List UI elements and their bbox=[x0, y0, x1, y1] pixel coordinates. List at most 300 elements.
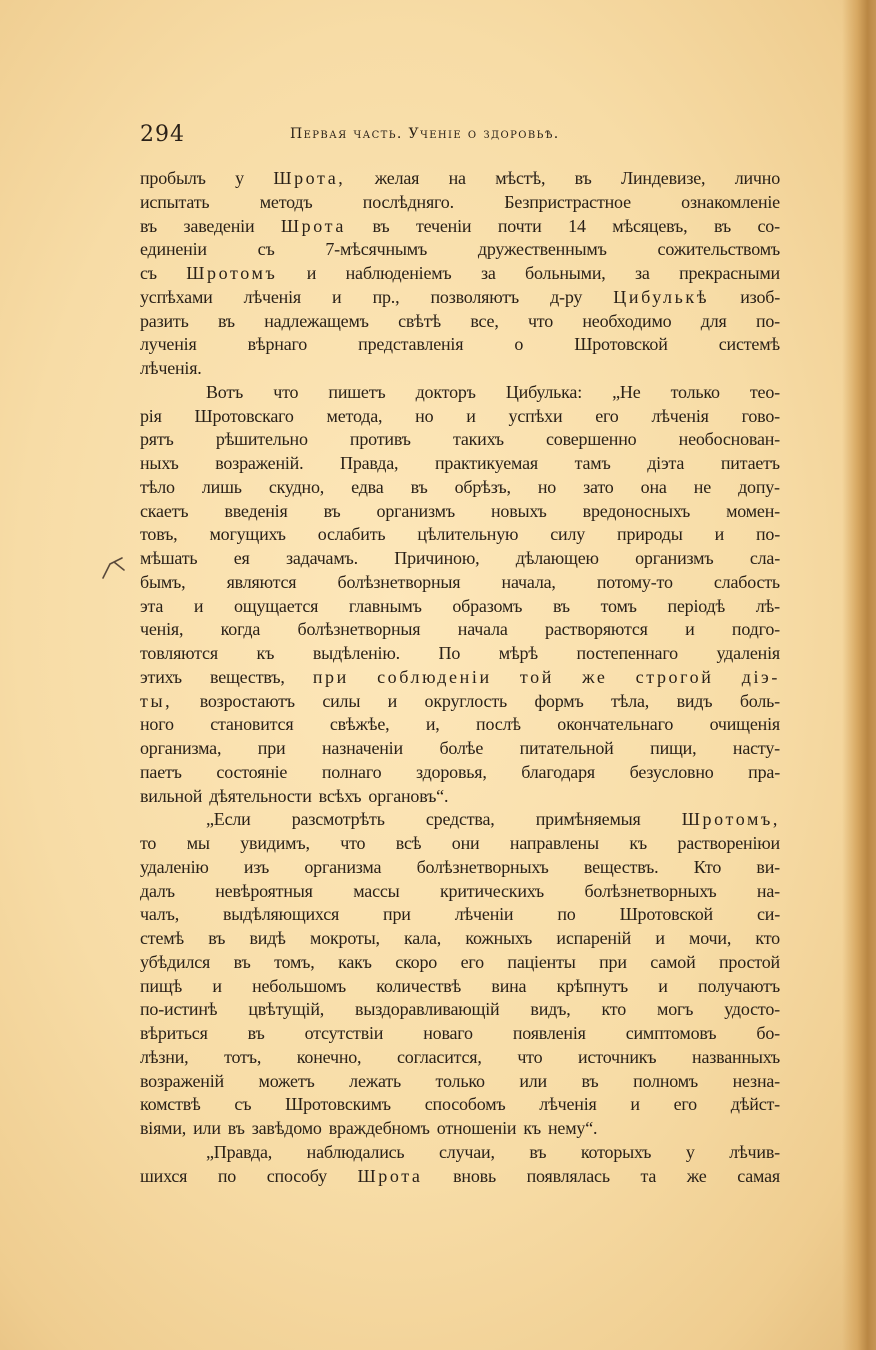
word: чалъ, bbox=[140, 904, 179, 925]
word: видъ, bbox=[530, 999, 571, 1020]
word: Кто bbox=[693, 856, 722, 877]
word: послѣдняго. bbox=[362, 191, 454, 212]
word: которыхъ bbox=[580, 1141, 652, 1162]
word: болѣзнетворныя bbox=[297, 619, 421, 640]
word: испытать bbox=[140, 191, 210, 212]
word: лично bbox=[734, 168, 780, 188]
word: мочи, bbox=[689, 928, 732, 948]
word: что bbox=[517, 1046, 543, 1067]
word: послѣ bbox=[476, 714, 521, 735]
word: завѣдомо bbox=[251, 1118, 322, 1138]
word: ознакомленіе bbox=[681, 191, 780, 212]
word: Цибулькѣ bbox=[613, 286, 710, 307]
word: допу- bbox=[738, 476, 780, 497]
word: мѣрѣ bbox=[498, 643, 538, 663]
word: способомъ bbox=[424, 1094, 506, 1115]
word: свѣтѣ bbox=[398, 310, 441, 331]
word: лѣченія bbox=[243, 286, 301, 307]
word: далъ bbox=[140, 880, 175, 901]
word: только bbox=[435, 1070, 485, 1091]
word: веществъ. bbox=[583, 856, 659, 877]
text-line bbox=[140, 856, 780, 880]
word: ослабить bbox=[317, 524, 386, 545]
word: докторъ bbox=[415, 381, 476, 402]
word: введенія bbox=[224, 500, 288, 521]
word: сла- bbox=[749, 548, 780, 568]
word: эта bbox=[140, 595, 164, 616]
word: выдѣленію. bbox=[312, 643, 400, 663]
page-number: 294 bbox=[140, 122, 185, 147]
word: и bbox=[658, 975, 668, 996]
word: желая bbox=[374, 168, 420, 188]
word: къ bbox=[256, 643, 275, 663]
word: въ bbox=[323, 500, 341, 521]
word: стемѣ bbox=[140, 928, 185, 948]
word: си- bbox=[756, 904, 780, 925]
word: единеніи bbox=[140, 239, 207, 260]
word: организма, bbox=[140, 738, 222, 758]
word: отсутствіи bbox=[304, 1023, 384, 1043]
word: боль- bbox=[739, 690, 780, 711]
word: противъ bbox=[349, 429, 411, 450]
word: сожительствомъ bbox=[657, 239, 780, 260]
word: кто bbox=[601, 999, 627, 1020]
word: у bbox=[235, 168, 244, 188]
word: кожныхъ bbox=[465, 928, 533, 948]
word: названныхъ bbox=[692, 1046, 780, 1067]
word: ты, bbox=[140, 690, 173, 711]
word: лѣченія bbox=[651, 405, 709, 426]
word: цѣлительную bbox=[417, 524, 519, 545]
word: начала, bbox=[501, 571, 556, 592]
word: діэта bbox=[647, 453, 685, 473]
word: необоснован- bbox=[678, 429, 780, 450]
text-line bbox=[140, 998, 780, 1022]
text-line bbox=[140, 737, 780, 761]
running-head: Первая часть. Ученіе о здоровьѣ. bbox=[290, 126, 560, 142]
word: въ bbox=[552, 595, 570, 616]
word: что bbox=[340, 833, 366, 853]
word: бо- bbox=[756, 1023, 780, 1043]
word: питательной bbox=[519, 738, 614, 758]
text-line bbox=[140, 927, 780, 951]
word: его bbox=[673, 1094, 697, 1115]
text-line bbox=[140, 1165, 780, 1189]
word: скоро bbox=[395, 951, 438, 972]
word: о bbox=[514, 334, 524, 355]
word: Причиною, bbox=[394, 548, 480, 568]
word: нему“. bbox=[547, 1118, 598, 1138]
text-line bbox=[140, 761, 780, 785]
word: можетъ bbox=[258, 1070, 315, 1091]
word: и bbox=[655, 928, 665, 948]
word: рѣшительно bbox=[215, 429, 308, 450]
word: или bbox=[193, 1118, 221, 1138]
word: Безпристрастное bbox=[504, 191, 631, 212]
text-line bbox=[140, 785, 780, 809]
word: заведеніи bbox=[183, 215, 255, 236]
word: становится bbox=[210, 714, 294, 735]
word: паетъ bbox=[140, 761, 182, 782]
word: вредоносныхъ bbox=[582, 500, 691, 521]
word: всѣхъ bbox=[318, 785, 362, 806]
word: въ bbox=[372, 215, 390, 236]
word: и, bbox=[425, 714, 440, 735]
word: 14 bbox=[568, 215, 586, 236]
word: у bbox=[685, 1141, 695, 1162]
word: новаго bbox=[423, 1023, 473, 1043]
word: невѣроятныя bbox=[215, 880, 313, 901]
word: пробылъ bbox=[140, 168, 206, 188]
word: необходимо bbox=[582, 310, 672, 331]
text-line bbox=[140, 666, 780, 690]
word: въ bbox=[713, 215, 731, 236]
word: испареній bbox=[556, 928, 632, 948]
word: со- bbox=[757, 215, 780, 236]
word: наблюденіемъ bbox=[345, 263, 452, 283]
word: пишетъ bbox=[328, 381, 386, 402]
word: вѣрнаго bbox=[247, 334, 308, 355]
word: успѣхи bbox=[508, 405, 563, 426]
word: раствореніюи bbox=[677, 833, 780, 853]
word: но bbox=[415, 405, 434, 426]
word: не bbox=[693, 476, 711, 497]
word: къ bbox=[629, 833, 647, 853]
text-line bbox=[140, 808, 780, 832]
word: потому-то bbox=[596, 571, 673, 592]
word: ощущается bbox=[233, 595, 319, 616]
word: по bbox=[557, 904, 576, 925]
word: насту- bbox=[732, 738, 780, 758]
word: болѣзнетворныхъ bbox=[584, 880, 717, 901]
text-line bbox=[140, 500, 780, 524]
word: его bbox=[595, 405, 619, 426]
page-header bbox=[140, 122, 780, 152]
word: задачамъ. bbox=[285, 548, 358, 568]
word: по-истинѣ bbox=[140, 999, 218, 1020]
word: выздоравливающій bbox=[355, 999, 500, 1020]
word: для bbox=[700, 310, 727, 331]
word: и bbox=[466, 405, 476, 426]
word: изоб- bbox=[740, 286, 780, 307]
word: „Не bbox=[612, 381, 641, 402]
word: слабость bbox=[713, 571, 780, 592]
word: такихъ bbox=[452, 429, 504, 450]
word: ви- bbox=[756, 856, 780, 877]
word: пр., bbox=[372, 286, 400, 307]
word: системѣ bbox=[718, 334, 780, 355]
word: постепеннаго bbox=[576, 643, 678, 663]
word: они bbox=[451, 833, 480, 853]
word: товляются bbox=[140, 643, 218, 663]
word: Шротовскаго bbox=[194, 405, 294, 426]
word: и bbox=[193, 595, 204, 616]
word: рія bbox=[140, 405, 162, 426]
text-line bbox=[140, 1070, 780, 1094]
word: тотъ, bbox=[224, 1046, 262, 1067]
text-line bbox=[140, 523, 780, 547]
word: „Если bbox=[206, 809, 251, 830]
word: возростаютъ bbox=[199, 690, 295, 711]
word: враждебномъ bbox=[328, 1118, 430, 1138]
text-line bbox=[140, 191, 780, 215]
word: лѣзни, bbox=[140, 1046, 189, 1067]
word: діэ- bbox=[741, 666, 780, 687]
word: въ bbox=[410, 476, 428, 497]
word: кто bbox=[755, 928, 780, 948]
word: прекрасными bbox=[679, 263, 780, 283]
word: болѣе bbox=[439, 738, 484, 758]
word: состояніе bbox=[216, 761, 288, 782]
word: самой bbox=[650, 951, 696, 972]
word: что bbox=[527, 310, 554, 331]
word: организма bbox=[304, 856, 382, 877]
word: природы bbox=[617, 524, 683, 545]
word: полнаго bbox=[321, 761, 382, 782]
word: Шротовскимъ bbox=[285, 1094, 391, 1115]
word: той bbox=[519, 666, 554, 687]
word: къ bbox=[523, 1118, 541, 1138]
word: органовъ“. bbox=[368, 785, 449, 806]
word: увидимъ, bbox=[240, 833, 310, 853]
word: могъ bbox=[657, 999, 694, 1020]
text-line bbox=[140, 690, 780, 714]
word: въ bbox=[233, 951, 251, 972]
word: могущихъ bbox=[209, 524, 286, 545]
word: паціенты bbox=[507, 951, 576, 972]
word: совершенно bbox=[545, 429, 637, 450]
word: гово- bbox=[741, 405, 780, 426]
word: ея bbox=[233, 548, 250, 568]
word: успѣхами bbox=[140, 286, 213, 307]
word: скудно, bbox=[268, 476, 325, 497]
word: разсмотрѣть bbox=[291, 809, 385, 830]
word: въ bbox=[247, 1023, 265, 1043]
word: организмъ bbox=[635, 548, 714, 568]
word: подго- bbox=[731, 619, 780, 640]
word: всѣ bbox=[395, 833, 422, 853]
word: въ bbox=[217, 310, 235, 331]
word: благодаря bbox=[521, 761, 595, 782]
word: цвѣтущій, bbox=[248, 999, 325, 1020]
word: количествѣ bbox=[376, 975, 462, 996]
margin-pencil-mark bbox=[100, 556, 128, 580]
word: съ bbox=[140, 263, 157, 283]
word: же bbox=[582, 666, 608, 687]
word: на bbox=[448, 168, 466, 188]
word: мѣшать bbox=[140, 548, 198, 568]
word: при bbox=[383, 904, 411, 925]
word: по bbox=[217, 1165, 237, 1186]
text-line bbox=[140, 547, 780, 571]
word: что bbox=[273, 381, 299, 402]
word: возраженій. bbox=[215, 453, 304, 473]
word: силу bbox=[550, 524, 586, 545]
word: лѣчив- bbox=[729, 1141, 780, 1162]
word: простой bbox=[719, 951, 780, 972]
word: только bbox=[670, 381, 720, 402]
word: удаленія bbox=[716, 643, 780, 663]
word: то bbox=[140, 833, 157, 853]
word: силы bbox=[322, 690, 361, 711]
text-line bbox=[140, 903, 780, 927]
text-line bbox=[140, 310, 780, 334]
word: болѣзнетворныя bbox=[337, 571, 461, 592]
word: пищѣ bbox=[140, 975, 183, 996]
word: же bbox=[686, 1165, 707, 1186]
word: разить bbox=[140, 310, 189, 331]
text-line bbox=[140, 333, 780, 357]
word: назначеніи bbox=[321, 738, 403, 758]
word: теченіи bbox=[415, 215, 472, 236]
word: томъ bbox=[600, 595, 637, 616]
word: Цибулька: bbox=[505, 381, 583, 402]
word: соблюденіи bbox=[377, 666, 492, 687]
word: но bbox=[537, 476, 557, 497]
word: удаленію bbox=[140, 856, 209, 877]
word: та bbox=[640, 1165, 657, 1186]
text-line bbox=[140, 1022, 780, 1046]
word: по- bbox=[755, 310, 780, 331]
text-line bbox=[140, 1141, 780, 1165]
word: мы bbox=[186, 833, 210, 853]
word: образомъ bbox=[452, 595, 523, 616]
word: рятъ bbox=[140, 429, 174, 450]
word: свѣжѣе, bbox=[329, 714, 390, 735]
word: являются bbox=[226, 571, 297, 592]
word: практикуемая bbox=[434, 453, 538, 473]
word: начала bbox=[457, 619, 508, 640]
text-line bbox=[140, 476, 780, 500]
word: „Правда, bbox=[206, 1141, 273, 1162]
word: она bbox=[640, 476, 667, 497]
word: вѣриться bbox=[140, 1023, 208, 1043]
word: растворяются bbox=[545, 619, 648, 640]
word: этихъ bbox=[140, 666, 182, 687]
word: Линдевизе, bbox=[620, 168, 706, 188]
word: въ bbox=[140, 215, 157, 236]
word: въ bbox=[529, 1141, 547, 1162]
word: появлялась bbox=[526, 1165, 610, 1186]
word: представленія bbox=[358, 334, 464, 355]
text-line bbox=[140, 405, 780, 429]
word: небольшомъ bbox=[252, 975, 347, 996]
word: едва bbox=[351, 476, 384, 497]
text-line bbox=[140, 571, 780, 595]
word: наблюдались bbox=[306, 1141, 405, 1162]
word: дружественнымъ bbox=[477, 239, 607, 260]
word: отношеніи bbox=[436, 1118, 517, 1138]
word: комствѣ bbox=[140, 1094, 201, 1115]
word: шихся bbox=[140, 1165, 188, 1186]
word: дѣлающею bbox=[515, 548, 599, 568]
word: критическихъ bbox=[440, 880, 544, 901]
text-line bbox=[140, 951, 780, 975]
word: 7-мѣсячнымъ bbox=[325, 239, 428, 260]
word: Шрота bbox=[280, 215, 346, 236]
word: незна- bbox=[732, 1070, 780, 1091]
word: болѣзнетворныхъ bbox=[416, 856, 549, 877]
word: и bbox=[212, 975, 222, 996]
word: почти bbox=[497, 215, 542, 236]
word: ченія, bbox=[140, 619, 184, 640]
text-line bbox=[140, 595, 780, 619]
word: Шротовской bbox=[619, 904, 713, 925]
word: въ bbox=[227, 1118, 245, 1138]
text-line bbox=[140, 880, 780, 904]
text-line bbox=[140, 1046, 780, 1070]
word: удосто- bbox=[724, 999, 780, 1020]
word: случаи, bbox=[439, 1141, 495, 1162]
word: и bbox=[630, 1094, 640, 1115]
word: Вотъ bbox=[206, 381, 244, 402]
text-line bbox=[140, 832, 780, 856]
word: лѣченія. bbox=[140, 358, 202, 378]
word: веществъ, bbox=[210, 666, 285, 687]
word: момен- bbox=[726, 500, 780, 521]
word: д-ру bbox=[550, 286, 583, 307]
word: возраженій bbox=[140, 1070, 224, 1091]
text-line bbox=[140, 452, 780, 476]
word: полномъ bbox=[633, 1070, 699, 1091]
word: питаетъ bbox=[720, 453, 780, 473]
word: мѣстѣ, bbox=[495, 168, 546, 188]
word: безусловно bbox=[629, 761, 714, 782]
word: лежать bbox=[349, 1070, 401, 1091]
text-line bbox=[140, 262, 780, 286]
word: примѣняемыя bbox=[535, 809, 641, 830]
word: зато bbox=[583, 476, 614, 497]
word: пищи, bbox=[650, 738, 697, 758]
word: мѣсяцевъ, bbox=[612, 215, 688, 236]
word: пра- bbox=[748, 761, 780, 782]
word: согласится, bbox=[396, 1046, 482, 1067]
text-line bbox=[140, 167, 780, 191]
word: ного bbox=[140, 714, 174, 735]
word: какъ bbox=[338, 951, 372, 972]
word: Шрота, bbox=[273, 168, 346, 188]
word: лишь bbox=[201, 476, 242, 497]
word: новыхъ bbox=[490, 500, 547, 521]
word: вновь bbox=[453, 1165, 496, 1186]
body-text bbox=[140, 167, 780, 1188]
text-line bbox=[140, 1117, 780, 1141]
word: по- bbox=[755, 524, 780, 545]
word: на- bbox=[756, 880, 780, 901]
word: метода, bbox=[326, 405, 383, 426]
word: убѣдился bbox=[140, 951, 211, 972]
word: лученія bbox=[140, 334, 197, 355]
word: товъ, bbox=[140, 524, 178, 545]
word: тамъ bbox=[574, 453, 611, 473]
word: и bbox=[332, 286, 342, 307]
word: крѣпнутъ bbox=[556, 975, 628, 996]
word: больными, bbox=[525, 263, 606, 283]
word: получаютъ bbox=[697, 975, 780, 996]
word: симптомовъ bbox=[625, 1023, 717, 1043]
word: По bbox=[438, 643, 461, 663]
word: формъ bbox=[534, 690, 584, 711]
word: періодѣ bbox=[667, 595, 726, 616]
text-line bbox=[140, 428, 780, 452]
word: массы bbox=[353, 880, 400, 901]
word: лѣ- bbox=[755, 595, 780, 616]
word: съ bbox=[234, 1094, 252, 1115]
word: Шротомъ bbox=[186, 263, 278, 283]
word: самая bbox=[737, 1165, 780, 1186]
word: его bbox=[460, 951, 484, 972]
page-edge bbox=[842, 0, 876, 1350]
